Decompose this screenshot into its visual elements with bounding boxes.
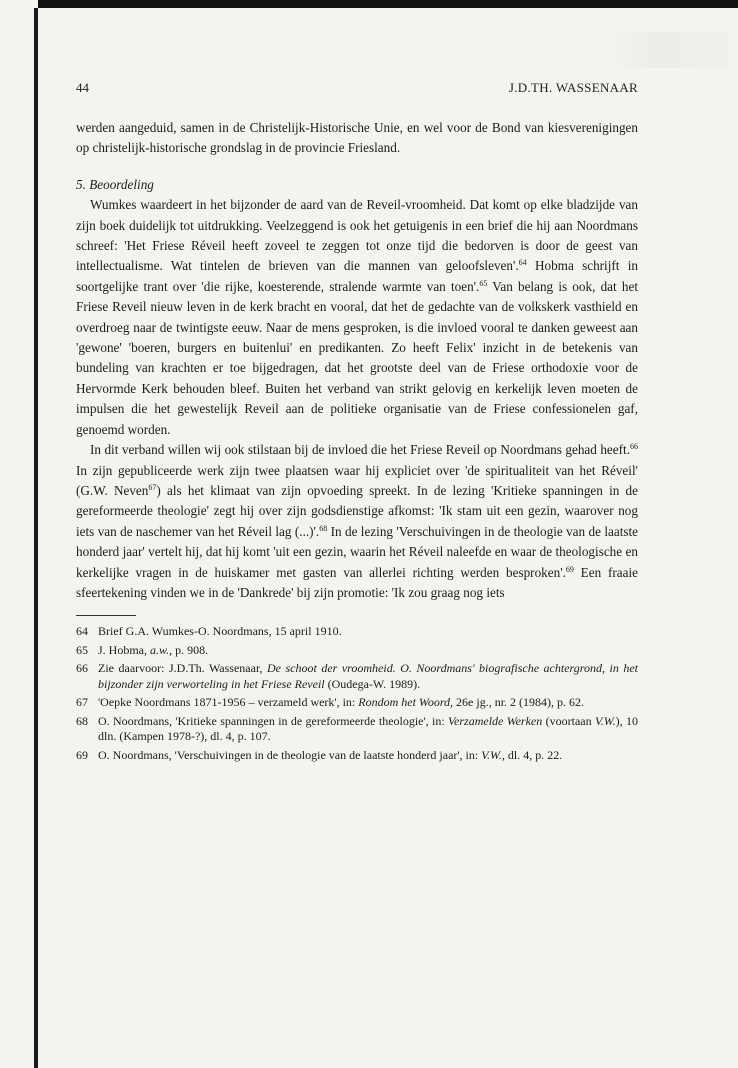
footnote-text <box>98 695 638 711</box>
footnote-text <box>98 714 638 745</box>
text-run: 26e jg., nr. 2 (1984), p. 62. <box>453 695 585 710</box>
footnote-64 <box>76 624 638 640</box>
paragraph-beoordeling <box>76 195 638 440</box>
italic-run: Rondom het Woord, <box>358 695 454 710</box>
bleed-through-shadow <box>608 32 728 68</box>
footnote-number: 67 <box>76 695 88 710</box>
text-run: (Oudega-W. 1989). <box>324 676 421 691</box>
italic-run: De schoot der vroomheid. O. Noordmans' biografische achtergrond, in het bijzonder zijn verworteling in het Friese Reveil <box>98 661 638 691</box>
footnote-number: 65 <box>76 642 88 657</box>
text-run: Een fraaie sfeertekening vinden we in de 'Dankrede' bij zijn promotie: 'Ik zou graag nog iets <box>76 564 638 600</box>
footnote-text <box>98 661 638 692</box>
text-run: J. Hobma, <box>98 642 150 657</box>
footnote-number: 68 <box>76 713 88 728</box>
text-run: 'Oepke Noordmans 1871-1956 – verzameld werk', in: <box>98 695 359 710</box>
footnote-66 <box>76 661 638 692</box>
page-number: 44 <box>76 80 89 95</box>
footnote-number: 69 <box>76 747 88 762</box>
footnote-65 <box>76 643 638 659</box>
paragraph-continued: werden aangeduid, samen in de Christelijk-Historische Unie, en wel voor de Bond van kiesverenigingen op christelijk-historische grondslag in de provincie Friesland. <box>76 120 638 156</box>
italic-run: Verzamelde Werken <box>448 713 543 728</box>
footnote-separator <box>76 615 136 616</box>
text-run: ), 10 dln. (Kampen 1978-?), dl. 4, p. 107. <box>98 713 638 744</box>
footnote-number: 66 <box>76 661 88 676</box>
footnote-number: 64 <box>76 624 88 639</box>
text-run: Zie daarvoor: J.D.Th. Wassenaar, <box>98 661 267 676</box>
footnote-text <box>98 748 638 764</box>
italic-run: V.W. <box>481 747 502 762</box>
footnote-ref: 69 <box>565 564 574 574</box>
text-run: O. Noordmans, 'Verschuivingen in de theologie van de laatste honderd jaar', in: <box>98 747 482 762</box>
footnote-68 <box>76 714 638 745</box>
scan-top-edge <box>0 0 738 8</box>
footnote-ref: 66 <box>630 442 638 452</box>
text-run: (voortaan <box>542 713 595 728</box>
text-run: ) als het klimaat van zijn opvoeding spreekt. In de lezing 'Kritieke spanningen in de gereformeerde theologie' zegt hij over zijn godsdienstige afkomst: 'Ik stam uit een gezin, waarover nog iets van de naschemer van het Réveil lag (...)'. <box>76 482 638 539</box>
text-run: Hobma schrijft in soortgelijke trant over 'die rijke, koesterende, stralende warmte van toen'. <box>76 258 638 294</box>
italic-run: V.W. <box>594 713 616 728</box>
footnote-67 <box>76 695 638 711</box>
scan-left-margin <box>0 0 38 1068</box>
text-run: In dit verband willen wij ook stilstaan bij de invloed die het Friese Reveil op Noordmans gehad heeft. <box>90 442 630 458</box>
footnote-ref: 68 <box>319 523 328 533</box>
footnote-ref: 65 <box>479 278 488 288</box>
paragraph-noordmans <box>76 440 638 603</box>
text-run: In zijn gepubliceerde werk zijn twee plaatsen waar hij expliciet over 'de spiritualiteit van het Réveil' (G.W. Neven <box>76 462 638 498</box>
text-run: , dl. 4, p. 22. <box>501 747 563 762</box>
italic-run: a.w. <box>150 642 170 657</box>
footnote-69 <box>76 748 638 764</box>
section-heading: 5. Beoordeling <box>76 176 154 192</box>
text-run: In de lezing 'Verschuivingen in de theologie van de laatste honderd jaar' vertelt hij, dat hij komt 'uit een gezin, waarin het Réveil naleefde en waar de theologische en kerkelijke vragen in de huiskamer met gasten van allerlei richting werden besproken'. <box>76 523 639 580</box>
page-body <box>76 118 638 766</box>
text-run: O. Noordmans, 'Kritieke spanningen in de gereformeerde theologie', in: <box>98 713 449 728</box>
text-run: Van belang is ook, dat het Friese Reveil nieuw leven in de kerk bracht en vooral, dat het de gedachte van de volkskerk vasthield en overdroeg naar de twintigste eeuw. Naar de mens gesproken, is die invloed vooral te danken geweest aan 'gewone' 'boeren, burgers en buitenlui' en predikanten. Zo heeft Felix' inzicht in de betekenis van bundeling van krachten er toe bijgedragen, dat het grootste deel van de Friese orthodoxie voor de Hervormde Kerk behouden bleef. Buiten het verband van strikt gelovig en kerkelijk leven moeten de impulsen die het gewestelijk Reveil aan de politieke organisatie van de Friese confessionelen gaf, genoemd worden. <box>76 278 638 437</box>
text-run: Wumkes waardeert in het bijzonder de aard van de Reveil-vroomheid. Dat komt op elke bladzijde van zijn boek duidelijk tot uitdrukking. Veelzeggend is ook het getuigenis in een brief die hij aan Noordmans schreef: 'Het Friese Réveil heeft zoveel te zeggen tot onze tijd die bedorven is door de geest van intellectualisme. Wat tintelen de brieven van die mannen van geloofsleven'. <box>76 197 638 274</box>
footnote-ref: 64 <box>518 258 527 268</box>
running-head: J.D.TH. WASSENAAR <box>508 80 638 95</box>
footnotes <box>76 624 638 763</box>
footnote-text: Brief G.A. Wumkes-O. Noordmans, 15 april 1910. <box>98 624 342 639</box>
footnote-ref: 67 <box>148 482 157 492</box>
text-run: , p. 908. <box>169 642 209 657</box>
footnote-text <box>98 643 638 659</box>
